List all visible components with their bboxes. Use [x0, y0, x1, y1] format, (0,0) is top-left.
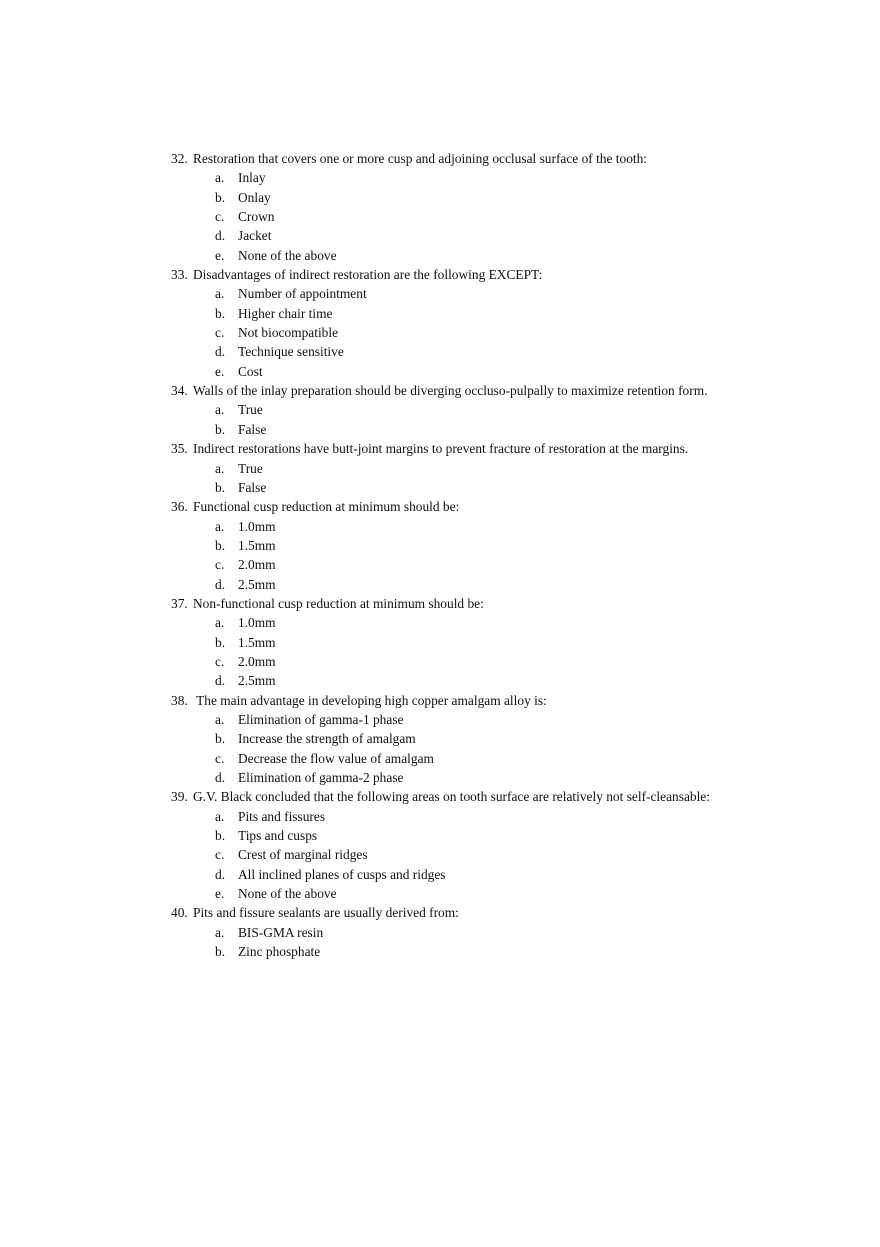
option-letter: b.	[215, 731, 226, 747]
answer-option	[171, 826, 811, 845]
question	[171, 691, 811, 788]
answer-options	[171, 459, 811, 498]
option-text: True	[238, 460, 263, 476]
option-letter: b.	[215, 828, 226, 844]
question-line	[171, 439, 811, 458]
question-number: 32.	[171, 151, 188, 166]
option-text: Not biocompatible	[238, 325, 339, 341]
option-text: Elimination of gamma-2 phase	[238, 770, 404, 785]
question-number: 40.	[171, 905, 188, 921]
question-number: 34.	[171, 383, 188, 399]
question-line	[171, 691, 811, 710]
option-text: All inclined planes of cusps and ridges	[238, 866, 446, 882]
option-text: False	[238, 421, 267, 437]
question	[171, 903, 811, 961]
answer-option	[171, 284, 811, 303]
answer-options	[171, 923, 811, 962]
option-letter: c.	[215, 847, 225, 863]
answer-option	[171, 768, 811, 787]
answer-option	[171, 420, 811, 439]
answer-options	[171, 710, 811, 787]
option-letter: a.	[215, 711, 225, 727]
answer-option	[171, 342, 811, 361]
option-text: 1.0mm	[238, 615, 276, 631]
question	[171, 381, 811, 439]
answer-options	[171, 400, 811, 439]
option-letter: d.	[215, 344, 226, 360]
answer-option	[171, 517, 811, 536]
option-letter: b.	[215, 305, 226, 321]
option-text: Elimination of gamma-1 phase	[238, 711, 404, 727]
option-text: Decrease the flow value of amalgam	[238, 750, 434, 766]
option-text: Tips and cusps	[238, 828, 318, 844]
answer-option	[171, 942, 811, 961]
question-text: G.V. Black concluded that the following areas on tooth surface are relatively not self-cleansable:	[193, 789, 710, 805]
answer-option	[171, 633, 811, 652]
option-text: Cost	[238, 363, 263, 379]
question-text: Pits and fissure sealants are usually derived from:	[193, 905, 459, 921]
answer-option	[171, 478, 811, 497]
option-text: Crown	[238, 209, 275, 225]
question-text: Restoration that covers one or more cusp and adjoining occlusal surface of the tooth:	[193, 151, 648, 166]
option-letter: d.	[215, 673, 226, 689]
option-text: Zinc phosphate	[238, 944, 321, 960]
answer-options	[171, 517, 811, 594]
answer-option	[171, 246, 811, 265]
answer-option	[171, 749, 811, 768]
question-line	[171, 903, 811, 922]
question-line	[171, 381, 811, 400]
option-letter: c.	[215, 209, 225, 225]
question-number: 33.	[171, 267, 188, 283]
question-number: 35.	[171, 441, 188, 457]
option-text: False	[238, 479, 267, 495]
option-text: Onlay	[238, 189, 271, 205]
answer-options	[171, 284, 811, 381]
option-text: 1.5mm	[238, 634, 276, 650]
option-text: Number of appointment	[238, 286, 367, 302]
option-letter: a.	[215, 460, 225, 476]
option-letter: c.	[215, 653, 225, 669]
option-letter: b.	[215, 944, 226, 960]
option-letter: a.	[215, 808, 225, 824]
option-letter: b.	[215, 479, 226, 495]
option-letter: b.	[215, 634, 226, 650]
option-text: None of the above	[238, 247, 337, 263]
question-number: 37.	[171, 595, 188, 611]
question-line	[171, 497, 811, 516]
question	[171, 265, 811, 381]
question-line	[171, 149, 811, 168]
option-letter: e.	[215, 886, 225, 902]
option-letter: d.	[215, 866, 226, 882]
option-text: 1.0mm	[238, 518, 276, 534]
question	[171, 439, 811, 497]
option-text: 2.0mm	[238, 653, 276, 669]
question-number: 39.	[171, 789, 188, 805]
option-letter: d.	[215, 576, 226, 592]
option-letter: b.	[215, 189, 226, 205]
option-letter: d.	[215, 770, 226, 785]
answer-option	[171, 226, 811, 245]
answer-option	[171, 362, 811, 381]
question-text: Non-functional cusp reduction at minimum should be:	[193, 595, 484, 611]
option-letter: a.	[215, 170, 225, 186]
answer-option	[171, 671, 811, 690]
option-letter: d.	[215, 228, 226, 244]
answer-option	[171, 923, 811, 942]
question-number: 36.	[171, 499, 188, 515]
option-text: Inlay	[238, 170, 266, 186]
option-text: Technique sensitive	[238, 344, 344, 360]
option-letter: b.	[215, 537, 226, 553]
option-letter: c.	[215, 750, 225, 766]
option-text: 1.5mm	[238, 537, 276, 553]
option-text: Higher chair time	[238, 305, 333, 321]
question-list	[171, 149, 811, 961]
option-text: Jacket	[238, 228, 272, 244]
question-line	[171, 787, 811, 806]
answer-option	[171, 807, 811, 826]
answer-option	[171, 304, 811, 323]
answer-options	[171, 807, 811, 904]
option-text: None of the above	[238, 886, 337, 902]
question-text: Functional cusp reduction at minimum should be:	[193, 499, 460, 515]
option-letter: a.	[215, 615, 225, 631]
option-letter: c.	[215, 557, 225, 573]
option-text: 2.5mm	[238, 576, 276, 592]
question-text: Indirect restorations have butt-joint margins to prevent fracture of restoration at the margins.	[193, 441, 689, 457]
answer-option	[171, 729, 811, 748]
answer-option	[171, 845, 811, 864]
answer-option	[171, 710, 811, 729]
answer-options	[171, 613, 811, 690]
answer-option	[171, 168, 811, 187]
answer-option	[171, 459, 811, 478]
question-number: 38.	[171, 692, 188, 708]
answer-option	[171, 188, 811, 207]
option-text: Increase the strength of amalgam	[238, 731, 416, 747]
question-text: Disadvantages of indirect restoration are the following EXCEPT:	[193, 267, 543, 283]
answer-option	[171, 884, 811, 903]
question-text: The main advantage in developing high copper amalgam alloy is:	[193, 692, 547, 708]
option-text: BIS-GMA resin	[238, 924, 324, 940]
answer-option	[171, 400, 811, 419]
option-letter: c.	[215, 325, 225, 341]
question	[171, 149, 811, 265]
answer-option	[171, 865, 811, 884]
question-text: Walls of the inlay preparation should be diverging occluso-pulpally to maximize retention form.	[193, 383, 708, 399]
option-text: 2.0mm	[238, 557, 276, 573]
option-text: Crest of marginal ridges	[238, 847, 368, 863]
option-letter: a.	[215, 924, 225, 940]
answer-option	[171, 536, 811, 555]
option-letter: e.	[215, 363, 225, 379]
option-text: 2.5mm	[238, 673, 276, 689]
option-text: True	[238, 402, 263, 418]
question	[171, 787, 811, 903]
answer-option	[171, 207, 811, 226]
answer-options	[171, 168, 811, 265]
option-letter: a.	[215, 518, 225, 534]
option-letter: a.	[215, 402, 225, 418]
answer-option	[171, 652, 811, 671]
option-letter: b.	[215, 421, 226, 437]
question-line	[171, 594, 811, 613]
answer-option	[171, 555, 811, 574]
option-letter: a.	[215, 286, 225, 302]
answer-option	[171, 323, 811, 342]
answer-option	[171, 613, 811, 632]
question	[171, 594, 811, 691]
question	[171, 497, 811, 594]
answer-option	[171, 575, 811, 594]
option-letter: e.	[215, 247, 225, 263]
question-line	[171, 265, 811, 284]
option-text: Pits and fissures	[238, 808, 326, 824]
